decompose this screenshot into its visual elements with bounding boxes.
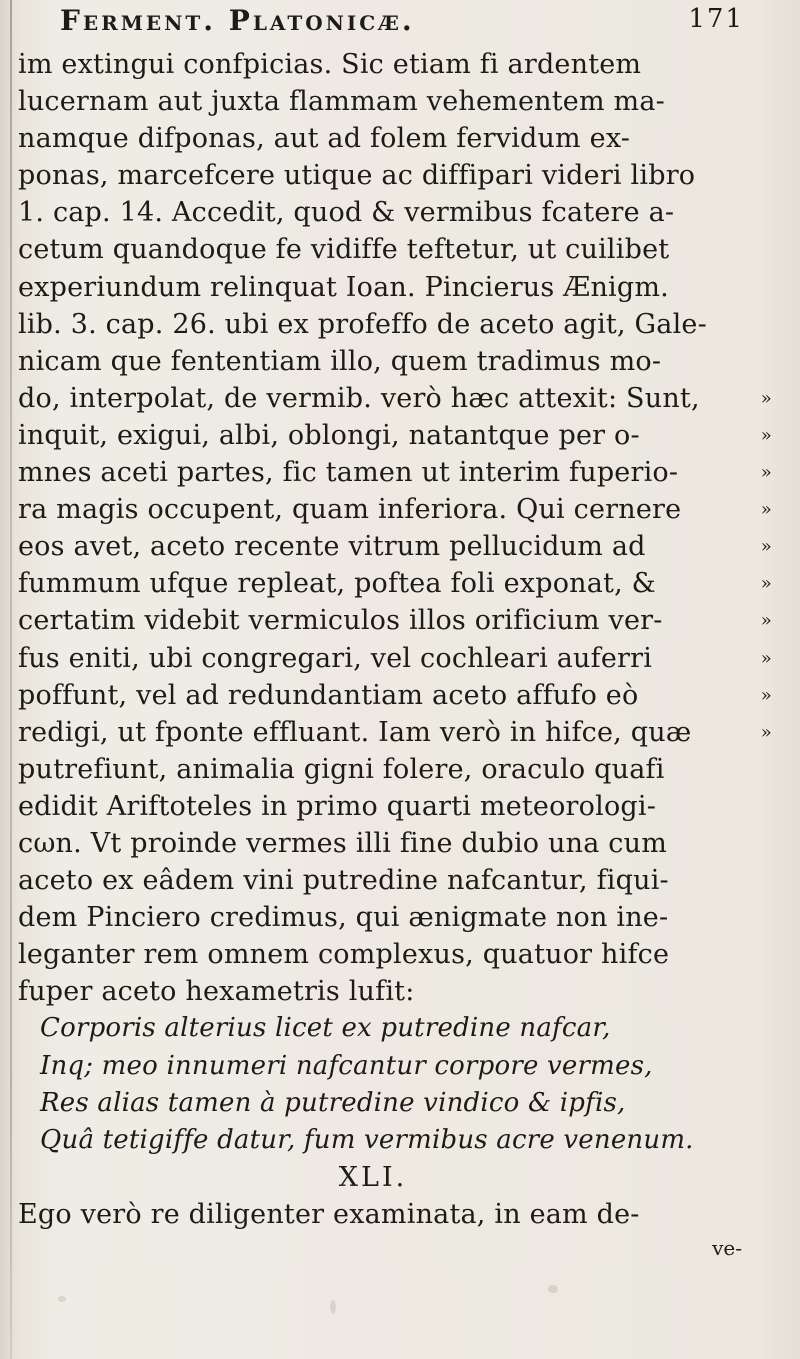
paper-stain [330, 1300, 336, 1314]
quote-mark: » [760, 536, 772, 558]
text-line: inquit, exigui, albi, oblongi, natantque per o- » [18, 417, 778, 454]
text-line: putrefiunt, animalia gigni folere, oraculo quafi [18, 753, 665, 785]
verse-line: Quâ tetigiffe datur, fum vermibus acre venenum. [40, 1124, 694, 1155]
quote-mark: » [760, 462, 772, 484]
verse-line: Inq; meo innumeri nafcantur corpore vermes, [40, 1050, 653, 1081]
closing-line: Ego verò re diligenter examinata, in eam de- [18, 1198, 640, 1230]
text-line: leganter rem omnem complexus, quatuor hifce [18, 939, 670, 971]
text-line: poffunt, vel ad redundantiam aceto affufo eò » [18, 677, 778, 714]
quote-mark: » [760, 573, 772, 595]
text-line: lib. 3. cap. 26. ubi ex profeffo de aceto agit, Gale- [18, 308, 707, 340]
text-line: 1. cap. 14. Accedit, quod & vermibus fcatere a- [18, 197, 675, 229]
quote-mark: » [760, 684, 772, 706]
text-line: redigi, ut fponte effluant. Iam verò in hifce, quæ » [18, 714, 778, 751]
quote-mark: » [760, 610, 772, 632]
text-line: eos avet, aceto recente vitrum pellucidum ad » [18, 528, 778, 565]
body-text [18, 46, 778, 1263]
text-line: mnes aceti partes, fic tamen ut interim fuperio- » [18, 454, 778, 491]
text-line: cetum quandoque fe vidiffe teftetur, ut cuilibet [18, 234, 670, 266]
text-line: do, interpolat, de vermib. verò hæc attexit: Sunt, » [18, 380, 778, 417]
section-number: XLI. [338, 1161, 408, 1193]
quote-mark: » [760, 424, 772, 446]
text-line: ra magis occupent, quam inferiora. Qui cernere » [18, 491, 778, 528]
catchword: ve- [712, 1236, 742, 1260]
paper-stain [548, 1285, 558, 1293]
quote-mark: » [760, 721, 772, 743]
verse-line: Res alias tamen à putredine vindico & ipfis, [40, 1087, 626, 1118]
text-line: certatim videbit vermiculos illos orificium ver- » [18, 602, 778, 639]
page-header [60, 4, 760, 44]
text-line: im extingui confpicias. Sic etiam fi ardentem [18, 49, 642, 80]
text-line: edidit Ariftoteles in primo quarti meteorologi- [18, 790, 657, 822]
paper-stain [58, 1296, 66, 1302]
text-line: lucernam aut juxta flammam vehementem ma- [18, 86, 665, 118]
text-line: namque difponas, aut ad folem fervidum ex- [18, 123, 631, 155]
running-head: Ferment. Platonicæ. [60, 4, 415, 37]
text-line: experiundum relinquat Ioan. Pincierus Ænigm. [18, 271, 669, 303]
text-line: fuper aceto hexametris lufit: [18, 976, 415, 1008]
page-number: 171 [688, 4, 744, 34]
text-line: fummum ufque repleat, poftea foli exponat, & » [18, 565, 778, 602]
text-line: dem Pinciero credimus, qui ænigmate non ine- [18, 902, 669, 934]
text-line: ponas, marcefcere utique ac diffipari videri libro [18, 160, 696, 192]
text-line: fus eniti, ubi congregari, vel cochleari auferri » [18, 640, 778, 677]
text-line: nicam que fententiam illo, quem tradimus mo- [18, 345, 662, 377]
gutter-shadow [10, 0, 12, 1359]
text-line: cωn. Vt proinde vermes illi fine dubio una cum [18, 827, 667, 859]
verse-line: Corporis alterius licet ex putredine nafcar, [40, 1013, 611, 1044]
quote-mark: » [760, 499, 772, 521]
text-line: aceto ex eâdem vini putredine nafcantur, fiqui- [18, 865, 669, 897]
quote-mark: » [760, 647, 772, 669]
quote-mark: » [760, 387, 772, 409]
